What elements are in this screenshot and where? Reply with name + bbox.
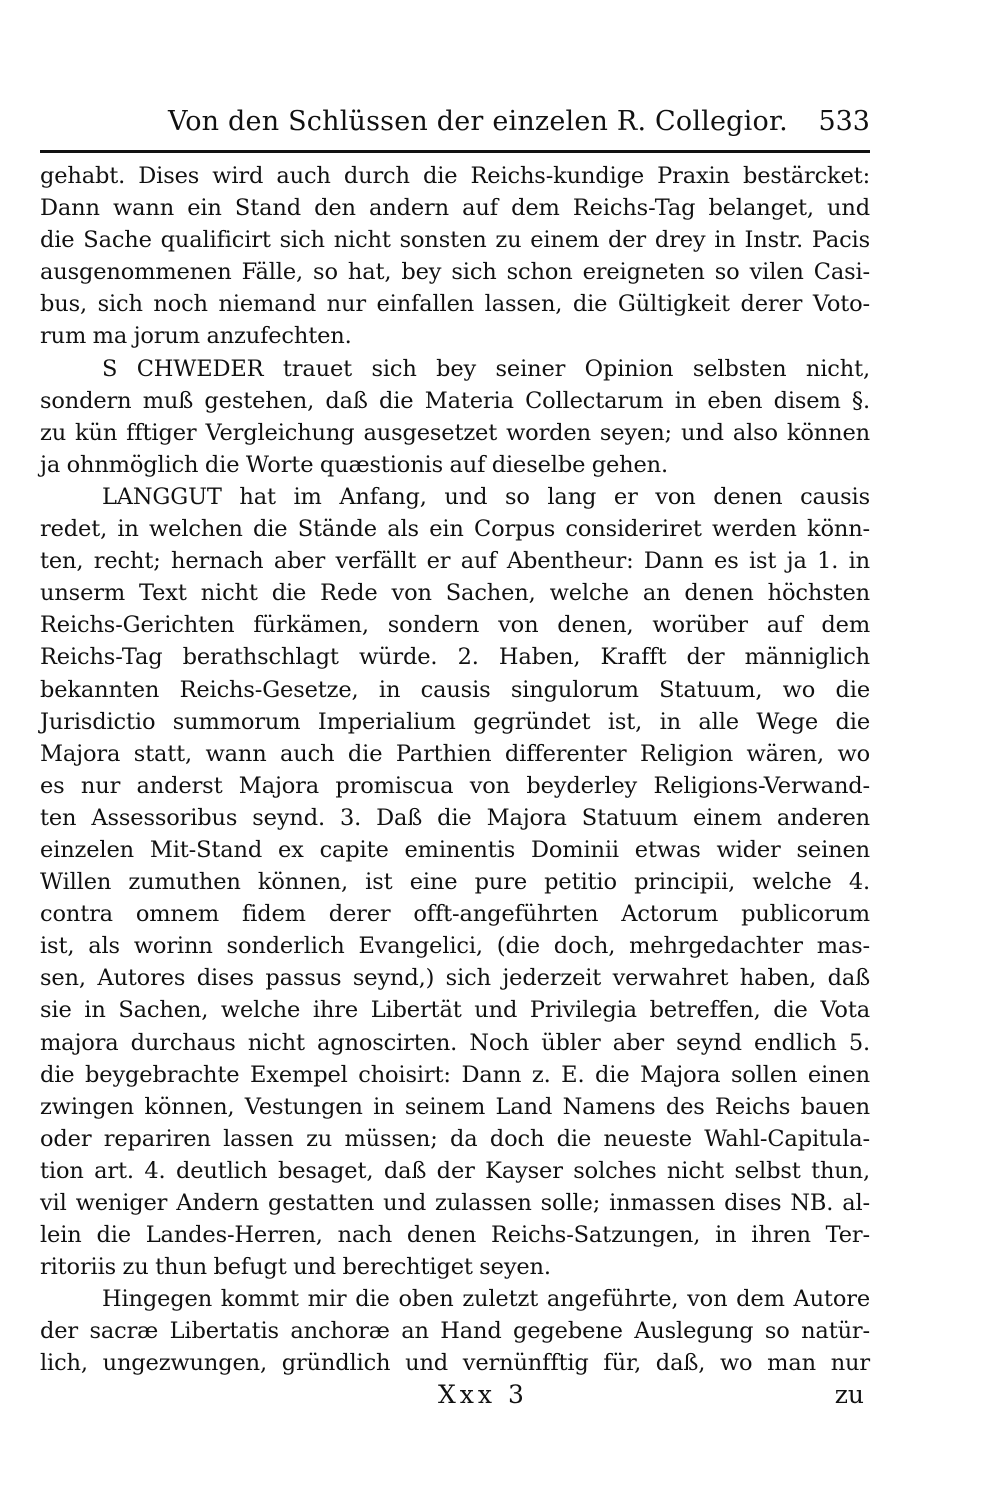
text-line: ten, recht; hernach aber verfällt er auf Abentheur: Dann es ist ja 1. in: [40, 548, 870, 575]
page-header: [40, 100, 870, 153]
text-line: der sacræ Libertatis anchoræ an Hand gegebene Auslegung so natür-: [40, 1318, 870, 1345]
text-line: tion art. 4. deutlich besaget, daß der Kayser solches nicht selbst thun,: [40, 1157, 870, 1184]
text-line: sie in Sachen, welche ihre Libertät und Privilegia betreffen, die Vota: [40, 997, 870, 1024]
text-line: zwingen können, Vestungen in seinem Land Namens des Reichs bauen: [40, 1093, 870, 1120]
text-line: ritoriis zu thun befugt und berechtiget seyen.: [40, 1254, 551, 1281]
text-line: Reichs-Gerichten fürkämen, sondern von denen, worüber auf dem: [40, 612, 870, 639]
text-line: LANGGUT hat im Anfang, und so lang er von denen causis: [102, 483, 870, 510]
text-line: bus, sich noch niemand nur einfallen lassen, die Gültigkeit derer Voto-: [40, 291, 870, 318]
text-line: Jurisdictio summorum Imperialium gegründet ist, in alle Wege die: [40, 708, 870, 735]
body-text: [40, 160, 870, 1380]
running-title: Von den Schlüssen der einzelen R. Collegior.: [168, 106, 788, 137]
text-line: es nur anderst Majora promiscua von beyderley Religions-Verwand-: [40, 772, 870, 799]
text-line: sondern muß gestehen, daß die Materia Collectarum in eben disem §.: [40, 387, 870, 414]
text-line: ten Assessoribus seynd. 3. Daß die Majora Statuum einem anderen: [40, 804, 870, 831]
text-line: lein die Landes-Herren, nach denen Reichs-Satzungen, in ihren Ter-: [40, 1222, 870, 1249]
text-line: Reichs-Tag berathschlagt würde. 2. Haben, Krafft der männiglich: [40, 644, 870, 671]
text-line: Dann wann ein Stand den andern auf dem Reichs-Tag belanget, und: [40, 195, 870, 222]
text-line: ausgenommenen Fälle, so hat, bey sich schon ereigneten so vilen Casi-: [40, 259, 870, 286]
text-line: ja ohnmöglich die Worte quæstionis auf dieselbe gehen.: [40, 451, 669, 478]
text-line: Willen zumuthen können, ist eine pure petitio principii, welche 4.: [40, 869, 870, 896]
page-number: 533: [818, 106, 870, 137]
text-line: vil weniger Andern gestatten und zulassen solle; inmassen dises NB. al-: [40, 1190, 870, 1216]
catchword: zu: [834, 1380, 864, 1409]
page-footer: [40, 1380, 870, 1420]
text-line: bekannten Reichs-Gesetze, in causis singulorum Statuum, wo die: [40, 676, 870, 703]
text-line: die Sache qualificirt sich nicht sonsten zu einem der drey in Instr. Pacis: [40, 227, 870, 254]
text-line: die beygebrachte Exempel choisirt: Dann z. E. die Majora sollen einen: [40, 1061, 870, 1088]
text-line: gehabt. Dises wird auch durch die Reichs-kundige Praxin bestärcket:: [40, 163, 870, 189]
text-line: ist, als worinn sonderlich Evangelici, (die doch, mehrgedachter mas-: [40, 933, 870, 960]
signature-mark: Xxx 3: [438, 1380, 528, 1409]
text-line: oder repariren lassen zu müssen; da doch die neueste Wahl-Capitula-: [40, 1125, 870, 1152]
text-line: Hingegen kommt mir die oben zuletzt angeführte, von dem Autore: [102, 1286, 870, 1313]
text-line: sen, Autores dises passus seynd,) sich jederzeit verwahret haben, daß: [40, 965, 870, 992]
text-line: zu kün fftiger Vergleichung ausgesetzet worden seyen; und also können: [40, 419, 870, 446]
text-line: rum ma jorum anzufechten.: [40, 323, 352, 350]
text-line: unserm Text nicht die Rede von Sachen, welche an denen höchsten: [40, 580, 870, 607]
text-line: S CHWEDER trauet sich bey seiner Opinion selbsten nicht,: [102, 355, 870, 382]
text-line: contra omnem fidem derer offt-angeführten Actorum publicorum: [40, 901, 870, 928]
text-line: lich, ungezwungen, gründlich und vernünfftig für, daß, wo man nur: [40, 1350, 870, 1377]
text-line: majora durchaus nicht agnoscirten. Noch übler aber seynd endlich 5.: [40, 1029, 870, 1056]
text-line: einzelen Mit-Stand ex capite eminentis Dominii etwas wider seinen: [40, 836, 870, 863]
text-line: Majora statt, wann auch die Parthien differenter Religion wären, wo: [40, 740, 870, 767]
text-line: redet, in welchen die Stände als ein Corpus consideriret werden könn-: [40, 516, 870, 543]
